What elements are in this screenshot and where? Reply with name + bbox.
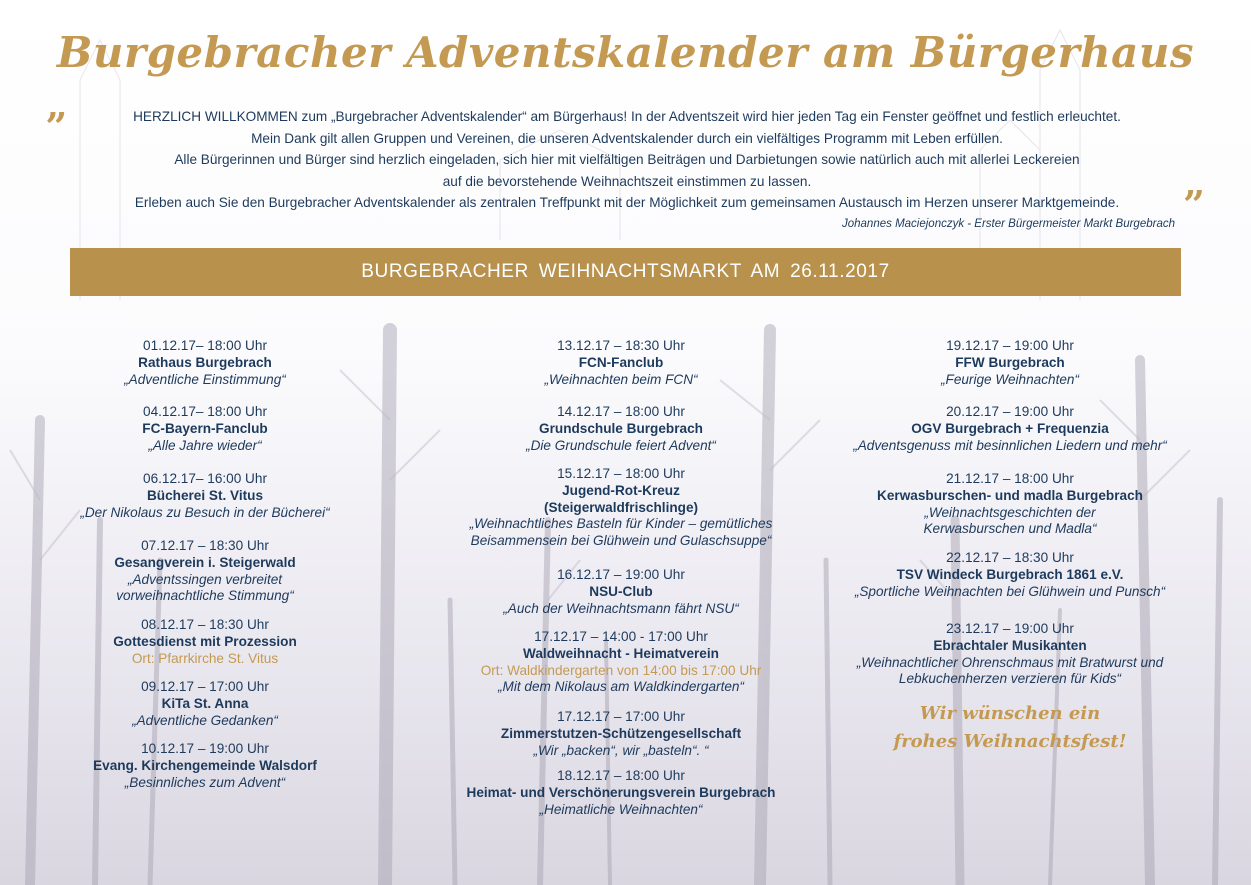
event-name: Heimat- und Verschönerungsverein Burgebrach	[466, 784, 776, 800]
event-motto: „Mit dem Nikolaus am Waldkindergarten“	[497, 679, 745, 695]
event-entry	[431, 567, 811, 617]
event-date: 01.12.17– 18:00 Uhr	[143, 338, 267, 353]
intro-line: Alle Bürgerinnen und Bürger sind herzlich eingeladen, sich hier mit vielfältigen Beiträgen und Darbietungen sowie natürlich auch mit allerlei Leckereien	[174, 152, 1080, 167]
event-date: 21.12.17 – 18:00 Uhr	[946, 471, 1074, 486]
intro-line: HERZLICH WILLKOMMEN zum „Burgebracher Adventskalender“ am Bürgerhaus! In der Adventszeit wird hier jeden Tag ein Fenster geöffnet und festlich erleuchtet.	[133, 109, 1121, 124]
wish-line: Wir wünschen ein	[919, 703, 1101, 724]
event-date: 07.12.17 – 18:30 Uhr	[141, 538, 269, 553]
event-date: 09.12.17 – 17:00 Uhr	[141, 679, 269, 694]
event-name: Rathaus Burgebrach	[138, 354, 272, 370]
event-date: 06.12.17– 16:00 Uhr	[143, 471, 267, 486]
quote-open-mark: „	[46, 82, 68, 127]
event-date: 17.12.17 – 17:00 Uhr	[557, 709, 685, 724]
event-motto: „Weihnachten beim FCN“	[544, 371, 698, 387]
event-date: 18.12.17 – 18:00 Uhr	[557, 768, 685, 783]
event-motto: vorweihnachtliche Stimmung“	[116, 588, 294, 604]
event-date: 19.12.17 – 19:00 Uhr	[946, 338, 1074, 353]
event-name: Kerwasburschen- und madla Burgebrach	[877, 487, 1143, 503]
event-motto: „Wir „backen“, wir „basteln“. “	[533, 742, 709, 758]
event-motto: „Weihnachtlicher Ohrenschmaus mit Bratwurst und	[856, 654, 1164, 670]
event-name: Bücherei St. Vitus	[146, 487, 264, 503]
event-motto: „Der Nikolaus zu Besuch in der Bücherei“	[80, 504, 330, 520]
christmas-wish	[880, 700, 1140, 756]
event-entry	[15, 471, 395, 521]
event-date: 15.12.17 – 18:00 Uhr	[557, 466, 685, 481]
event-date: 08.12.17 – 18:30 Uhr	[141, 617, 269, 632]
event-motto: „Sportliche Weihnachten bei Glühwein und Punsch“	[854, 583, 1166, 599]
event-location: Ort: Pfarrkirche St. Vitus	[131, 650, 279, 666]
intro-line: Erleben auch Sie den Burgebracher Adventskalender als zentralen Treffpunkt mit der Möglichkeit zum gemeinsamen Austausch im Herzen unserer Marktgemeinde.	[134, 195, 1120, 210]
event-date: 14.12.17 – 18:00 Uhr	[557, 404, 685, 419]
event-entry	[15, 741, 395, 791]
event-motto: „Weihnachtliches Basteln für Kinder – gemütliches	[469, 516, 773, 532]
event-date: 16.12.17 – 19:00 Uhr	[557, 567, 685, 582]
event-date: 22.12.17 – 18:30 Uhr	[946, 550, 1074, 565]
event-entry	[820, 338, 1200, 388]
event-entry	[820, 404, 1200, 454]
event-entry	[15, 404, 395, 454]
event-entry	[820, 550, 1200, 600]
event-name: Ebrachtaler Musikanten	[933, 637, 1087, 653]
event-date: 17.12.17 – 14:00 - 17:00 Uhr	[534, 629, 708, 644]
market-banner: BURGEBRACHER WEIHNACHTSMARKT AM 26.11.2017	[70, 248, 1181, 296]
event-motto: Beisammensein bei Glühwein und Gulaschsuppe“	[470, 533, 772, 549]
event-name: Grundschule Burgebrach	[539, 420, 703, 436]
event-motto: „Adventsgenuss mit besinnlichen Liedern und mehr“	[853, 437, 1167, 453]
event-motto: „Besinnliches zum Advent“	[124, 774, 286, 790]
event-entry	[820, 621, 1200, 688]
event-motto: „Weihnachtsgeschichten der	[924, 504, 1096, 520]
page-title: Burgebracher Adventskalender am Bürgerhaus	[56, 28, 1195, 77]
event-date: 10.12.17 – 19:00 Uhr	[141, 741, 269, 756]
event-name: Gesangverein i. Steigerwald	[114, 554, 296, 570]
event-date: 23.12.17 – 19:00 Uhr	[946, 621, 1074, 636]
event-name: KiTa St. Anna	[161, 695, 249, 711]
event-name: Waldweihnacht - Heimatverein	[523, 645, 719, 661]
event-entry	[15, 617, 395, 667]
event-entry	[15, 338, 395, 388]
event-entry	[431, 338, 811, 388]
event-motto: „Adventliche Einstimmung“	[124, 371, 286, 387]
event-entry	[431, 466, 811, 550]
event-location: Ort: Waldkindergarten von 14:00 bis 17:00 Uhr	[480, 662, 762, 678]
event-motto: „Feurige Weihnachten“	[940, 371, 1080, 387]
event-entry	[431, 709, 811, 759]
event-motto: „Heimatliche Weihnachten“	[539, 801, 703, 817]
event-name: Gottesdienst mit Prozession	[113, 633, 297, 649]
event-entry	[820, 471, 1200, 538]
event-name: Evang. Kirchengemeinde Walsdorf	[93, 757, 317, 773]
event-entry	[431, 629, 811, 696]
event-name: Zimmerstutzen-Schützengesellschaft	[500, 725, 742, 741]
event-date: 20.12.17 – 19:00 Uhr	[946, 404, 1074, 419]
event-name: FFW Burgebrach	[955, 354, 1065, 370]
event-motto: Lebkuchenherzen verzieren für Kids“	[898, 671, 1122, 687]
event-motto: „Adventliche Gedanken“	[132, 712, 278, 728]
event-name: TSV Windeck Burgebrach 1861 e.V.	[896, 566, 1124, 582]
event-name: Jugend-Rot-Kreuz	[562, 482, 680, 498]
event-motto: „Adventssingen verbreitet	[127, 571, 283, 587]
event-entry	[431, 404, 811, 454]
event-date: 13.12.17 – 18:30 Uhr	[557, 338, 685, 353]
event-motto: Kerwasburschen und Madla“	[923, 521, 1097, 537]
quote-close-mark: ”	[1183, 182, 1205, 227]
intro-line: auf die bevorstehende Weihnachtszeit einstimmen zu lassen.	[442, 173, 812, 189]
event-entry	[15, 538, 395, 605]
event-entry	[431, 768, 811, 818]
event-motto: „Alle Jahre wieder“	[148, 437, 262, 453]
event-entry	[15, 679, 395, 729]
wish-line: frohes Weihnachtsfest!	[893, 731, 1127, 752]
event-name: FC-Bayern-Fanclub	[142, 420, 268, 436]
signature: Johannes Maciejonczyk - Erster Bürgermeister Markt Burgebrach	[842, 218, 1175, 230]
event-date: 04.12.17– 18:00 Uhr	[143, 404, 267, 419]
intro-line: Mein Dank gilt allen Gruppen und Vereinen, die unseren Adventskalender durch ein vielfältiges Programm mit Leben erfüllen.	[251, 130, 1003, 146]
welcome-text	[72, 106, 1182, 214]
event-name: (Steigerwaldfrischlinge)	[543, 499, 699, 515]
event-motto: „Auch der Weihnachtsmann fährt NSU“	[503, 600, 739, 616]
event-name: NSU-Club	[589, 583, 653, 599]
event-name: OGV Burgebrach + Frequenzia	[911, 420, 1109, 436]
event-name: FCN-Fanclub	[578, 354, 664, 370]
event-motto: „Die Grundschule feiert Advent“	[526, 437, 716, 453]
